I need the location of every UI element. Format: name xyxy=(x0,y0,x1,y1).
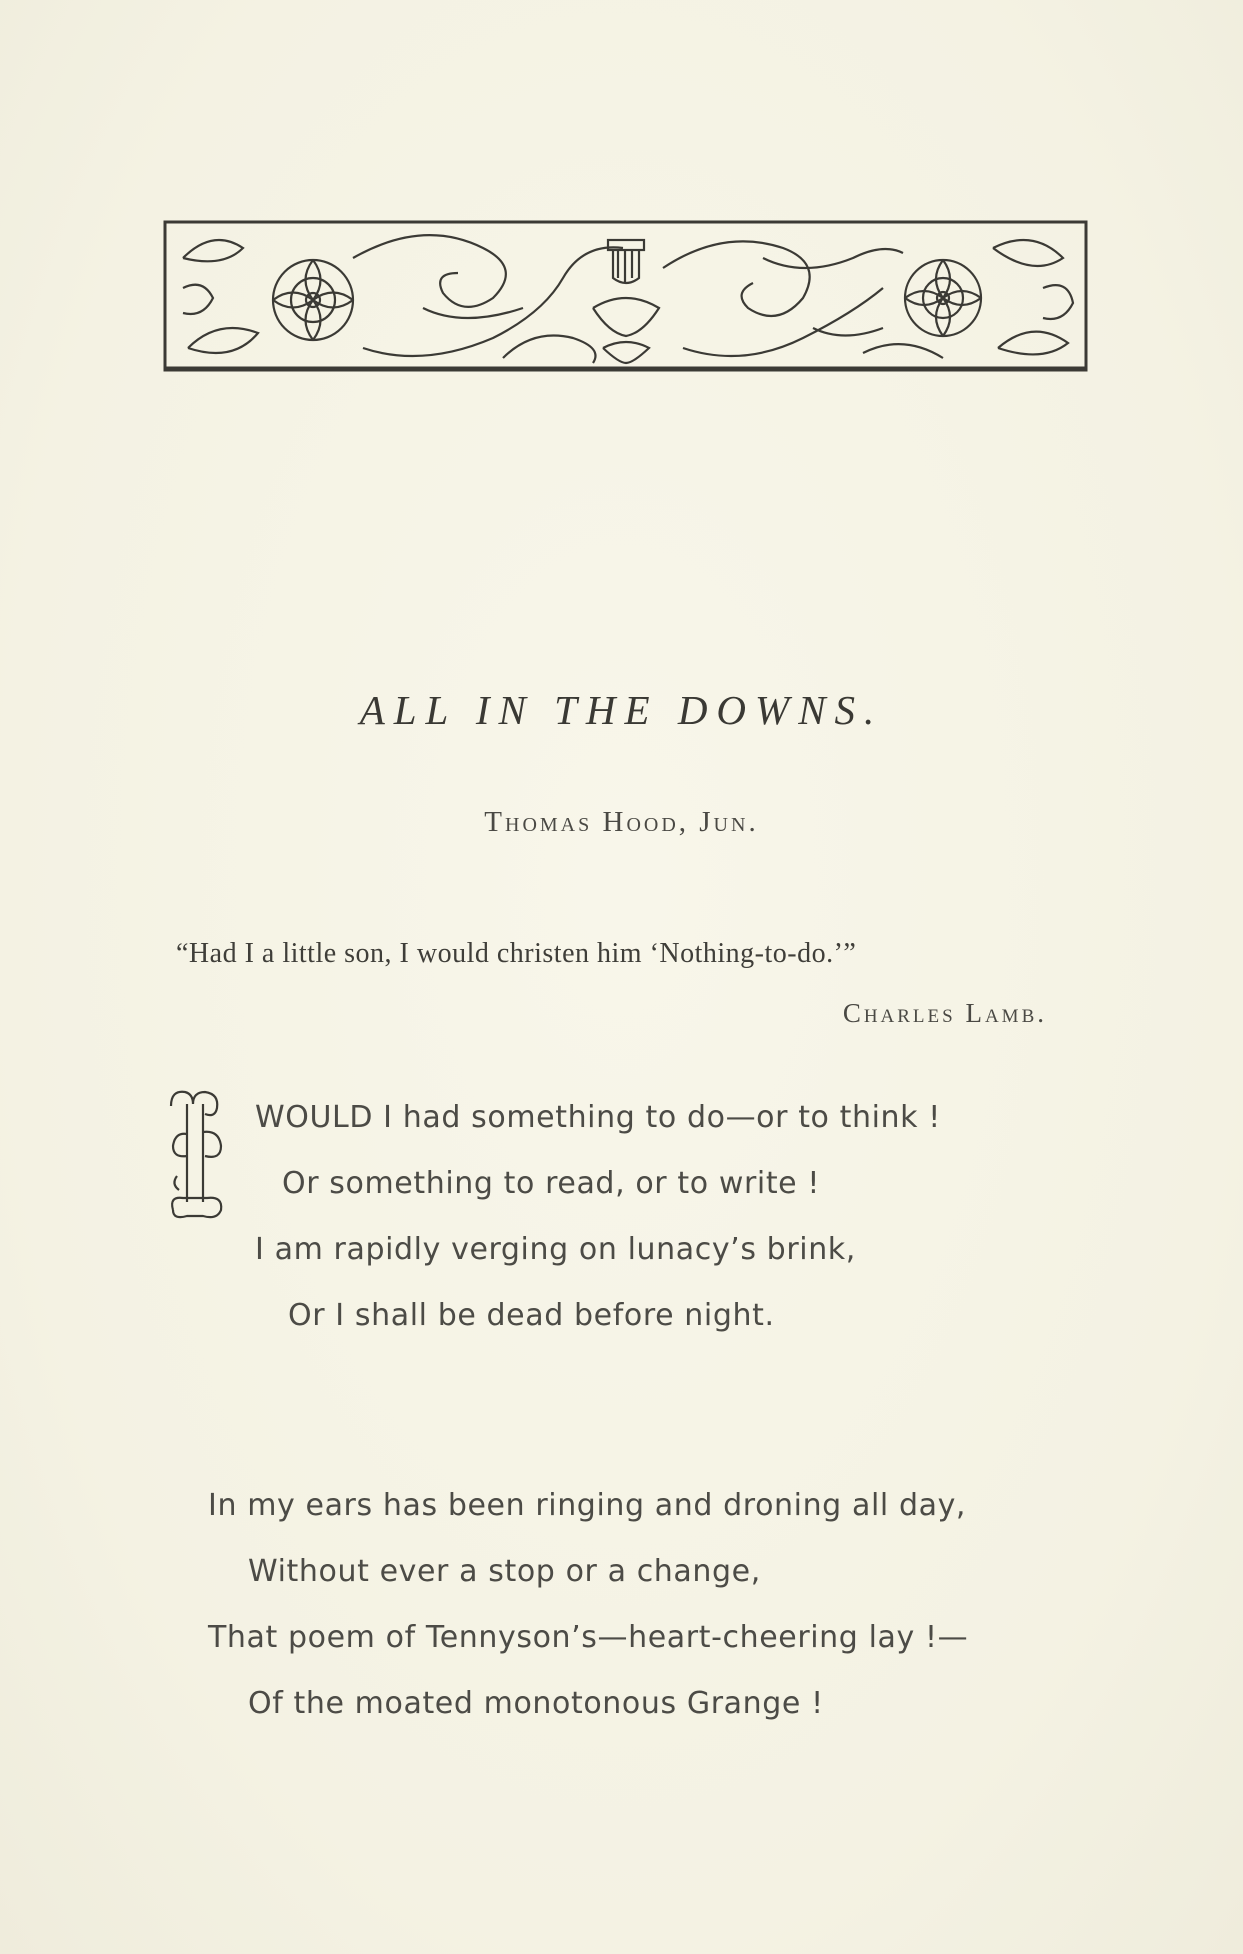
epigraph-attribution: Charles Lamb. xyxy=(842,998,1047,1028)
ornamental-headpiece xyxy=(163,218,1088,374)
stanza-1-line-2: Or something to read, or to write ! xyxy=(282,1166,821,1201)
stanza-1-line-4: Or I shall be dead before night. xyxy=(288,1298,775,1333)
stanza-2-line-4: Of the moated monotonous Grange ! xyxy=(248,1686,824,1721)
stanza-2-line-1: In my ears has been ringing and droning all day, xyxy=(208,1488,967,1523)
stanza-1-line-1: WOULD I had something to do—or to think ! xyxy=(255,1100,941,1135)
poem-author: Thomas Hood, Jun. xyxy=(484,806,759,838)
decorative-initial-icon xyxy=(163,1084,229,1224)
scroll-ornament-icon xyxy=(163,218,1088,374)
stanza-2-line-3: That poem of Tennyson’s—heart-cheering lay !— xyxy=(208,1620,969,1655)
epigraph-quote: “Had I a little son, I would christen him ‘Nothing-to-do.’” xyxy=(176,938,857,969)
poem-title: ALL IN THE DOWNS. xyxy=(359,687,884,733)
stanza-1-line-3: I am rapidly verging on lunacy’s brink, xyxy=(255,1232,856,1267)
stanza-2-line-2: Without ever a stop or a change, xyxy=(248,1554,761,1589)
